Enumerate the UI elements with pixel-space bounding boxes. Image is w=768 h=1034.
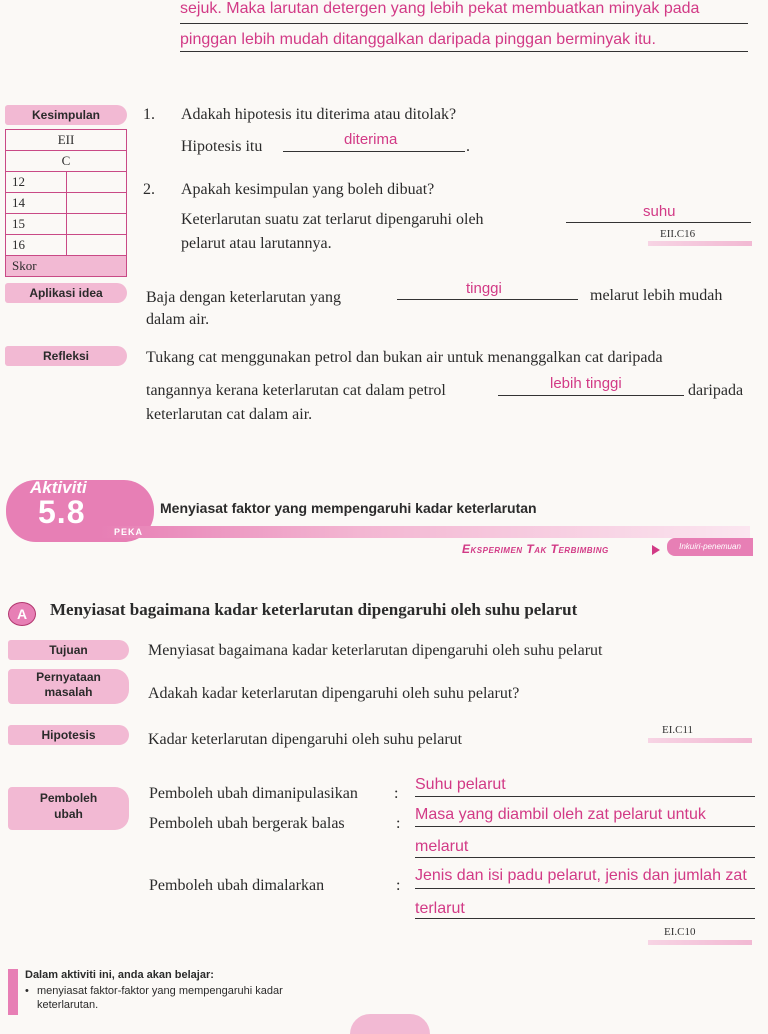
q1-suffix: . bbox=[466, 138, 470, 155]
pemboleh-label-line2: ubah bbox=[54, 807, 83, 821]
aktiviti-number: 5.8 bbox=[38, 494, 86, 530]
q1-number: 1. bbox=[143, 106, 155, 123]
hipotesis-label: Hipotesis bbox=[8, 725, 129, 745]
q1-question: Adakah hipotesis itu diterima atau ditolak? bbox=[181, 106, 457, 123]
aplikasi-line2: dalam air. bbox=[146, 311, 210, 328]
responding-answer-line2: melarut bbox=[415, 838, 469, 855]
q1-prefix: Hipotesis itu bbox=[181, 138, 263, 155]
colon: : bbox=[396, 815, 401, 832]
inquiry-tag: Inkuiri-penemuan bbox=[667, 538, 753, 556]
experiment-type: Eksperimen Tak Terbimbing bbox=[462, 542, 609, 556]
refleksi-answer: lebih tinggi bbox=[550, 375, 622, 392]
refleksi-line3: keterlarutan cat dalam air. bbox=[146, 406, 313, 423]
responding-answer-line1: Masa yang diambil oleh zat pelarut untuk bbox=[415, 806, 706, 823]
colon: : bbox=[394, 785, 399, 802]
kesimpulan-label: Kesimpulan bbox=[5, 105, 127, 125]
note-heading: Dalam aktiviti ini, anda akan belajar: bbox=[25, 969, 214, 981]
refleksi-label: Refleksi bbox=[5, 346, 127, 366]
q2-question: Apakah kesimpulan yang boleh dibuat? bbox=[181, 181, 435, 198]
score-row-label: 16 bbox=[6, 235, 67, 256]
answer-rule bbox=[180, 51, 748, 52]
note-bar bbox=[8, 969, 18, 1015]
score-row-label: 15 bbox=[6, 214, 67, 235]
q2-number: 2. bbox=[143, 181, 155, 198]
score-row-label: 12 bbox=[6, 172, 67, 193]
hipotesis-code: EI.C11 bbox=[662, 724, 694, 736]
score-checkbox[interactable] bbox=[67, 235, 127, 256]
answer-rule bbox=[397, 299, 578, 300]
answer-rule bbox=[180, 23, 748, 24]
aplikasi-after: melarut lebih mudah bbox=[590, 287, 723, 304]
manipulated-answer: Suhu pelarut bbox=[415, 776, 506, 793]
score-checkbox[interactable] bbox=[67, 172, 127, 193]
pemboleh-label bbox=[8, 787, 129, 830]
code-underline bbox=[648, 940, 752, 945]
answer-rule bbox=[415, 888, 755, 889]
score-footer: Skor bbox=[6, 256, 127, 277]
pernyataan-label-line2: masalah bbox=[44, 685, 93, 699]
manipulated-label: Pemboleh ubah dimanipulasikan bbox=[149, 785, 358, 802]
pemboleh-label-line1: Pemboleh bbox=[39, 791, 98, 805]
page-tab-decoration bbox=[350, 1014, 430, 1034]
answer-rule bbox=[415, 796, 755, 797]
note-bullet-dot: • bbox=[25, 985, 29, 997]
responding-label: Pemboleh ubah bergerak balas bbox=[149, 815, 345, 832]
aktiviti-word: Aktiviti bbox=[30, 478, 87, 497]
pernyataan-label-line1: Pernyataan bbox=[36, 670, 101, 684]
pernyataan-text: Adakah kadar keterlarutan dipengaruhi oleh suhu pelarut? bbox=[148, 685, 520, 702]
aktiviti-title: Menyiasat faktor yang mempengaruhi kadar keterlarutan bbox=[160, 500, 537, 516]
pernyataan-label bbox=[8, 669, 129, 704]
aplikasi-before: Baja dengan keterlarutan yang bbox=[146, 289, 342, 306]
aktiviti-banner-bar bbox=[100, 526, 750, 538]
section-a-badge: A bbox=[8, 602, 36, 626]
answer-rule bbox=[498, 395, 684, 396]
q2-line2: pelarut atau larutannya. bbox=[181, 235, 332, 252]
answer-rule bbox=[283, 151, 465, 152]
colon: : bbox=[396, 877, 401, 894]
refleksi-line1: Tukang cat menggunakan petrol dan bukan air untuk menanggalkan cat daripada bbox=[146, 349, 663, 366]
score-checkbox[interactable] bbox=[67, 214, 127, 235]
tujuan-text: Menyiasat bagaimana kadar keterlarutan dipengaruhi oleh suhu pelarut bbox=[148, 642, 603, 659]
fixed-label: Pemboleh ubah dimalarkan bbox=[149, 877, 325, 894]
aplikasi-answer: tinggi bbox=[466, 280, 502, 297]
answer-rule bbox=[566, 222, 751, 223]
answer-rule bbox=[415, 918, 755, 919]
score-header-c: C bbox=[6, 151, 127, 172]
section-a-title: Menyiasat bagaimana kadar keterlarutan dipengaruhi oleh suhu pelarut bbox=[50, 600, 578, 619]
q2-code: EII.C16 bbox=[660, 228, 696, 240]
hipotesis-text: Kadar keterlarutan dipengaruhi oleh suhu pelarut bbox=[148, 731, 463, 748]
answer-rule bbox=[415, 826, 755, 827]
peka-tag: PEKA bbox=[114, 527, 144, 537]
answer-rule bbox=[415, 857, 755, 858]
fixed-answer-line2: terlarut bbox=[415, 900, 465, 917]
score-checkbox[interactable] bbox=[67, 193, 127, 214]
q2-answer: suhu bbox=[643, 203, 676, 220]
code-underline bbox=[648, 241, 752, 246]
q2-line1: Keterlarutan suatu zat terlarut dipengaruhi oleh bbox=[181, 211, 484, 228]
top-answer-line2: pinggan lebih mudah ditanggalkan daripada pinggan berminyak itu. bbox=[180, 31, 656, 48]
code-underline bbox=[648, 738, 752, 743]
score-header-eii: EII bbox=[6, 130, 127, 151]
arrow-right-icon bbox=[652, 545, 660, 555]
score-table bbox=[5, 129, 127, 277]
tujuan-label: Tujuan bbox=[8, 640, 129, 660]
score-row-label: 14 bbox=[6, 193, 67, 214]
aplikasi-label: Aplikasi idea bbox=[5, 283, 127, 303]
note-bullet: menyiasat faktor-faktor yang mempengaruhi kadar bbox=[37, 985, 283, 997]
refleksi-line2-before: tangannya kerana keterlarutan cat dalam petrol bbox=[146, 382, 446, 399]
pemboleh-code: EI.C10 bbox=[664, 926, 696, 938]
q1-answer: diterima bbox=[344, 131, 398, 148]
note-bullet-line2: keterlarutan. bbox=[37, 999, 99, 1011]
fixed-answer-line1: Jenis dan isi padu pelarut, jenis dan jumlah zat bbox=[415, 867, 747, 884]
refleksi-line2-after: daripada bbox=[688, 382, 744, 399]
top-answer-line1: sejuk. Maka larutan detergen yang lebih pekat membuatkan minyak pada bbox=[180, 0, 700, 17]
